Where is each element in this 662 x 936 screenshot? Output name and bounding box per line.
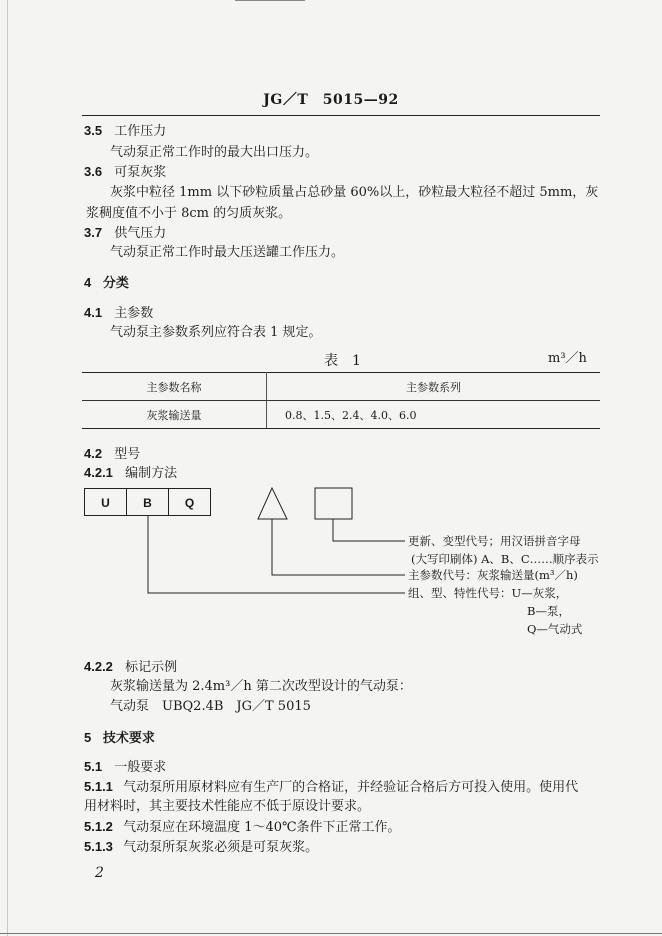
section-title: 分类 <box>102 275 129 290</box>
note-variant-code: 更新、变型代号；用汉语拼音字母 <box>408 534 581 548</box>
section-number: 5.1 <box>84 759 103 774</box>
section-title: 供气压力 <box>114 226 167 241</box>
section-number: 4.2.2 <box>84 659 113 674</box>
code-box-u: U <box>84 488 127 516</box>
section-5-1-heading <box>84 758 166 777</box>
leader-line-1 <box>333 519 405 541</box>
square-symbol <box>315 488 352 519</box>
section-body: 气动泵所用原材料应有生产厂的合格证，并经验证合格后方可投入使用。使用代 <box>123 780 579 795</box>
leader-line-2 <box>272 519 405 575</box>
section-number: 4.1 <box>84 305 103 320</box>
section-4-2-2-body-line2: 气动泵 UBQ2.4B JG／T 5015 <box>110 699 311 714</box>
table-cell: 灰浆输送量 <box>82 401 267 429</box>
page-number: 2 <box>95 865 104 881</box>
code-box-b: B <box>126 488 169 516</box>
table-caption: 表 1 <box>324 353 361 369</box>
note-group-code-q: Q—气动式 <box>527 622 583 636</box>
section-4-1-body: 气动泵主参数系列应符合表 1 规定。 <box>110 325 322 340</box>
note-variant-code-cont: (大写印刷体) A、B、C……顺序表示 <box>411 552 599 566</box>
section-number: 5 <box>84 730 92 745</box>
section-number: 3.5 <box>84 123 103 138</box>
table-header-cell: 主参数名称 <box>82 373 267 401</box>
section-4-2-2-heading <box>84 658 177 677</box>
section-title: 工作压力 <box>114 124 167 139</box>
note-group-code: 组、型、特性代号：U—灰浆， <box>408 586 568 600</box>
section-number: 4 <box>84 275 92 290</box>
section-number: 3.6 <box>84 164 103 179</box>
section-title: 标记示例 <box>125 660 178 675</box>
section-5-1-1 <box>84 778 578 797</box>
note-group-code-b: B—泵， <box>527 604 570 618</box>
section-title: 一般要求 <box>114 760 167 775</box>
section-3-6-body-line1: 灰浆中粒径 1mm 以下砂粒质量占总砂量 60%以上，砂粒最大粒径不超过 5mm，灰 <box>110 185 599 200</box>
section-body: 气动泵应在环境温度 1～40℃条件下正常工作。 <box>123 820 401 835</box>
section-5-heading <box>84 729 155 747</box>
section-number: 5.1.2 <box>84 819 113 834</box>
section-number: 4.2.1 <box>84 465 113 480</box>
section-number: 5.1.3 <box>84 839 113 854</box>
section-number: 5.1.1 <box>84 779 113 794</box>
note-main-param-code: 主参数代号：灰浆输送量(m³／h) <box>408 568 578 582</box>
page-header: JG／T 5015—92 <box>263 92 399 108</box>
table-header-cell: 主参数系列 <box>267 373 601 401</box>
section-title: 编制方法 <box>125 466 178 481</box>
table-unit: m³／h <box>548 351 587 366</box>
table-cell: 0.8、1.5、2.4、4.0、6.0 <box>267 401 601 429</box>
section-title: 技术要求 <box>102 730 155 745</box>
section-5-1-2 <box>84 818 401 837</box>
triangle-symbol <box>258 488 287 519</box>
section-body: 气动泵所泵灰浆必须是可泵灰浆。 <box>123 840 319 855</box>
section-number: 4.2 <box>84 446 103 461</box>
section-3-5-body: 气动泵正常工作时的最大出口压力。 <box>110 145 319 160</box>
section-title: 型号 <box>114 447 141 462</box>
section-3-6-body-line2: 浆稠度值不小于 8cm 的匀质灰浆。 <box>86 206 292 221</box>
section-title: 可泵灰浆 <box>114 165 167 180</box>
code-box-q: Q <box>168 488 211 516</box>
section-number: 3.7 <box>84 225 103 240</box>
section-title: 主参数 <box>114 306 154 321</box>
section-5-1-1-cont: 用材料时，其主要技术性能应不低于原设计要求。 <box>84 799 371 814</box>
section-4-2-2-body-line1: 灰浆输送量为 2.4m³／h 第二次改型设计的气动泵： <box>110 679 412 694</box>
section-3-7-body: 气动泵正常工作时最大压送罐工作压力。 <box>110 245 345 260</box>
section-5-1-3 <box>84 838 318 857</box>
leader-line-3 <box>148 516 405 593</box>
